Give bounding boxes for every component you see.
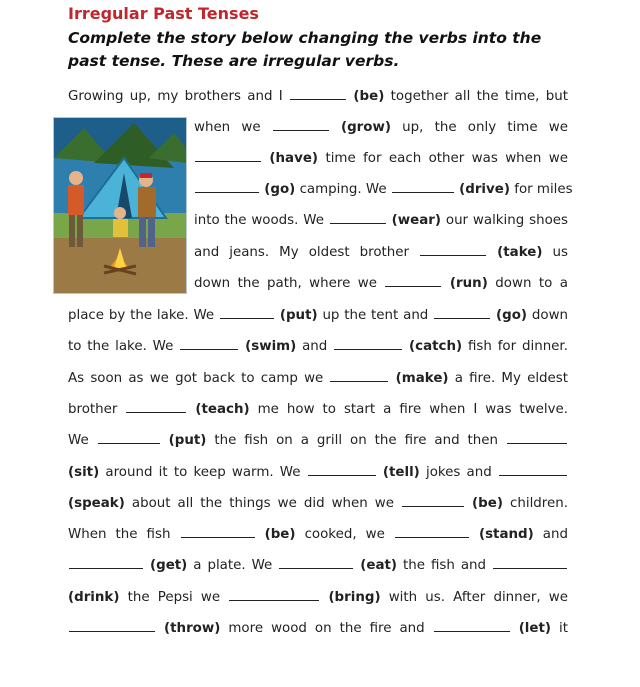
- verb-hint: (throw): [164, 621, 221, 636]
- answer-blank[interactable]: [180, 339, 238, 350]
- verb-hint: (tell): [382, 465, 420, 480]
- text: the fish on a grill on the fire and then: [214, 433, 499, 448]
- story-line-7: [194, 276, 568, 291]
- verb-hint: (let): [518, 621, 552, 636]
- answer-blank[interactable]: [273, 120, 329, 131]
- verb-hint: (be): [472, 496, 503, 511]
- text: fish for dinner.: [467, 339, 568, 354]
- answer-blank[interactable]: [290, 89, 346, 100]
- text: time for each other was when we: [325, 151, 568, 166]
- story-line-1: [68, 89, 568, 104]
- verb-hint: (go): [496, 308, 528, 323]
- verb-hint: (eat): [360, 558, 398, 573]
- story-line-10: [68, 371, 568, 386]
- verb-hint: (go): [264, 182, 296, 197]
- verb-hint: (teach): [195, 402, 250, 417]
- answer-blank[interactable]: [434, 621, 510, 632]
- text: with us. After dinner, we: [388, 590, 568, 605]
- text: down: [531, 308, 569, 323]
- verb-hint: (wear): [391, 213, 442, 228]
- answer-blank[interactable]: [330, 213, 386, 224]
- text: us: [552, 245, 568, 260]
- answer-blank[interactable]: [308, 465, 376, 476]
- text: for miles: [514, 182, 573, 197]
- text: place by the lake. We: [68, 308, 215, 323]
- answer-blank[interactable]: [402, 496, 464, 507]
- story-line-8: [68, 308, 568, 323]
- text: it: [559, 621, 569, 636]
- verb-hint: (speak): [68, 496, 125, 511]
- text: As soon as we got back to camp we: [68, 371, 324, 386]
- text: When the fish: [68, 527, 171, 542]
- worksheet-title: Irregular Past Tenses: [68, 4, 259, 23]
- verb-hint: (be): [264, 527, 296, 542]
- verb-hint: (drink): [68, 590, 120, 605]
- answer-blank[interactable]: [69, 621, 155, 632]
- story-line-11: [68, 402, 568, 417]
- story-line-2: [194, 120, 568, 135]
- answer-blank[interactable]: [507, 433, 567, 444]
- story-line-14: [68, 496, 568, 511]
- text: and: [542, 527, 568, 542]
- text: children.: [510, 496, 568, 511]
- answer-blank[interactable]: [392, 182, 454, 193]
- answer-blank[interactable]: [181, 527, 255, 538]
- text: a fire. My eldest: [454, 371, 568, 386]
- verb-hint: (run): [449, 276, 488, 291]
- verb-hint: (drive): [459, 182, 510, 197]
- story-line-9: [68, 339, 568, 354]
- answer-blank[interactable]: [279, 558, 353, 569]
- text: around it to keep warm. We: [105, 465, 301, 480]
- text: more wood on the fire and: [228, 621, 425, 636]
- verb-hint: (make): [395, 371, 449, 386]
- story-line-6: [194, 245, 568, 260]
- verb-hint: (get): [149, 558, 188, 573]
- text: the Pepsi we: [127, 590, 221, 605]
- verb-hint: (put): [168, 433, 207, 448]
- answer-blank[interactable]: [126, 402, 186, 413]
- text: and: [302, 339, 328, 354]
- story-line-12: [68, 433, 568, 448]
- text: up the tent and: [322, 308, 429, 323]
- verb-hint: (be): [353, 89, 385, 104]
- text: when we: [194, 120, 261, 135]
- story-line-5: [194, 213, 568, 228]
- verb-hint: (bring): [328, 590, 381, 605]
- answer-blank[interactable]: [434, 308, 490, 319]
- text: cooked, we: [304, 527, 385, 542]
- text: jokes and: [425, 465, 492, 480]
- text: We: [68, 433, 89, 448]
- text: up, the only time we: [402, 120, 568, 135]
- text: together all the time, but: [390, 89, 568, 104]
- text: brother: [68, 402, 118, 417]
- story-line-4: [194, 182, 573, 197]
- story-line-15: [68, 527, 568, 542]
- verb-hint: (swim): [245, 339, 297, 354]
- verb-hint: (sit): [68, 465, 100, 480]
- verb-hint: (take): [497, 245, 543, 260]
- campfire-scene-image: [54, 118, 186, 293]
- story-line-17: [68, 590, 568, 605]
- text: down the path, where we: [194, 276, 377, 291]
- answer-blank[interactable]: [195, 182, 259, 193]
- text: the fish and: [403, 558, 487, 573]
- story-line-13: [68, 465, 568, 480]
- instructions: Complete the story below changing the verbs into the past tense. These are irregular verbs.: [68, 29, 542, 70]
- text: our walking shoes: [445, 213, 568, 228]
- story-line-16: [68, 558, 568, 573]
- answer-blank[interactable]: [420, 245, 486, 256]
- text: down to a: [495, 276, 568, 291]
- text: camping. We: [299, 182, 387, 197]
- verb-hint: (have): [269, 151, 319, 166]
- answer-blank[interactable]: [334, 339, 402, 350]
- answer-blank[interactable]: [98, 433, 160, 444]
- verb-hint: (put): [279, 308, 318, 323]
- story-line-3: [194, 151, 568, 166]
- answer-blank[interactable]: [493, 558, 567, 569]
- answer-blank[interactable]: [229, 590, 319, 601]
- text: into the woods. We: [194, 213, 324, 228]
- answer-blank[interactable]: [330, 371, 388, 382]
- text: Growing up, my brothers and I: [68, 89, 283, 104]
- answer-blank[interactable]: [499, 465, 567, 476]
- answer-blank[interactable]: [220, 308, 274, 319]
- campfire-illustration: [53, 117, 187, 294]
- text: me how to start a fire when I was twelve.: [257, 402, 568, 417]
- verb-hint: (stand): [478, 527, 534, 542]
- answer-blank[interactable]: [69, 558, 143, 569]
- verb-hint: (catch): [409, 339, 463, 354]
- text: a plate. We: [193, 558, 273, 573]
- text: about all the things we did when we: [131, 496, 394, 511]
- answer-blank[interactable]: [195, 151, 261, 162]
- story-line-18: [68, 621, 568, 636]
- text: to the lake. We: [68, 339, 174, 354]
- answer-blank[interactable]: [395, 527, 469, 538]
- verb-hint: (grow): [340, 120, 391, 135]
- answer-blank[interactable]: [385, 276, 441, 287]
- text: and jeans. My oldest brother: [194, 245, 410, 260]
